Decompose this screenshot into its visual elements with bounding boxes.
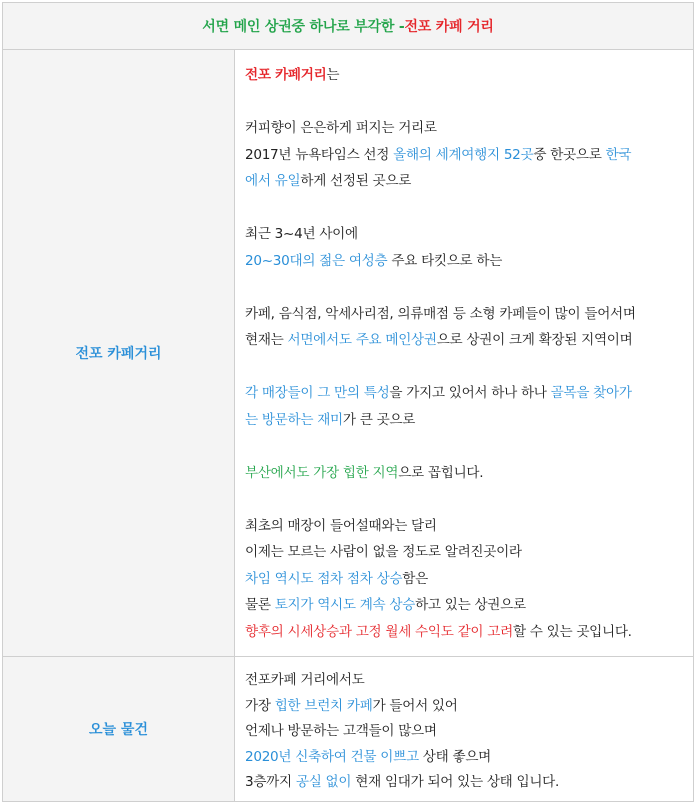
p4-line1-highlight: 각 매장들이 그 만의 특성 (245, 385, 390, 401)
today-line5-highlight: 공실 없이 (295, 774, 352, 790)
today-line2 (245, 694, 687, 720)
p3-line2 (245, 327, 687, 354)
p6-line1: 최초의 매장이 들어설때와는 달리 (245, 517, 437, 534)
p6-line5 (245, 619, 687, 646)
row-label-jeonpo: 전포 카페거리 (3, 50, 235, 656)
today-line2-a: 가장 (245, 697, 275, 714)
p3-line2-a: 현재는 (245, 332, 288, 348)
p6-line3 (245, 566, 687, 593)
p6-line4-highlight: 토지가 역시도 계속 상승 (274, 597, 416, 613)
p6-line3-b: 함은 (402, 570, 428, 587)
p4-line2-b: 가 큰 곳으로 (342, 411, 416, 428)
today-line4-b: 상태 좋으며 (418, 748, 491, 765)
today-line5-a: 3층까지 (245, 774, 296, 790)
row-label-today: 오늘 물건 (3, 657, 235, 801)
p3-line2-highlight: 서면에서도 주요 메인상권 (287, 332, 437, 348)
p1-line2-a: 2017년 뉴욕타임스 선정 (245, 146, 394, 163)
p1-line3-b: 하게 선정된 곳으로 (300, 173, 412, 189)
p4-line2-highlight: 는 방문하는 재미 (245, 411, 343, 428)
row-today-property (3, 657, 693, 801)
today-line4 (245, 745, 687, 771)
p6-line4-c: 하고 있는 상권으로 (415, 597, 526, 613)
p4-line1-highlight2: 골목을 찾아가 (550, 385, 632, 401)
p2-line2-highlight: 20~30대의 젊은 여성층 (245, 252, 388, 269)
p1-line2-highlight2: 한국 (605, 146, 632, 163)
p6-line4-a: 물론 (245, 597, 275, 613)
p5-line1 (245, 460, 687, 487)
intro-line (245, 62, 687, 89)
p3-line1: 카페, 음식점, 악세사리점, 의류매점 등 소형 카페들이 많이 들어서며 (245, 305, 636, 322)
today-line4-highlight: 2020년 신축하여 건물 이쁘고 (245, 748, 419, 765)
row-content-today (245, 668, 687, 796)
intro-name: 전포 카페거리 (245, 67, 327, 83)
p6-line4 (245, 592, 687, 619)
p2-line2 (245, 248, 687, 275)
p4-line1 (245, 380, 687, 407)
p5-b: 으로 꼽힙니다. (398, 464, 484, 481)
p6-line5-highlight: 향후의 시세상승과 고정 월세 수익도 같이 고려 (245, 623, 513, 640)
header-title-lead: 서면 메인 상권중 하나로 부각한 - (202, 19, 405, 35)
today-line2-c: 가 들어서 있어 (372, 697, 458, 714)
p1-line2-highlight: 올해의 세계여행지 52곳 (393, 146, 534, 163)
header-title-accent: 전포 카페 거리 (404, 19, 494, 35)
today-line5-c: 현재 임대가 되어 있는 상태 입니다. (351, 774, 560, 790)
p3-line2-c: 으로 상권이 크게 확장된 지역이며 (436, 332, 633, 348)
intro-suffix: 는 (326, 67, 340, 83)
today-line1: 전포카페 거리에서도 (245, 672, 365, 688)
p4-line1-b: 을 가지고 있어서 하나 하나 (389, 385, 551, 401)
today-line2-highlight: 힙한 브런치 카페 (274, 697, 373, 714)
p4-line2 (245, 407, 687, 434)
p1-line3 (245, 168, 687, 195)
table-header (3, 3, 693, 50)
p1-line2 (245, 142, 687, 169)
today-line3: 언제나 방문하는 고객들이 많으며 (245, 723, 437, 739)
p6-line5-b: 할 수 있는 곳입니다. (512, 623, 632, 640)
p1-line2-c: 중 한곳으로 (533, 146, 606, 163)
p5-highlight: 부산에서도 가장 힙한 지역 (245, 464, 399, 481)
p2-line2-b: 주요 타킷으로 하는 (387, 252, 503, 269)
row-content-jeonpo (245, 62, 687, 645)
p1-line1: 커피향이 은은하게 퍼지는 거리로 (245, 120, 437, 136)
p6-line3-highlight: 차임 역시도 점차 점차 상승 (245, 570, 403, 587)
p2-line1: 최근 3~4년 사이에 (245, 226, 358, 242)
today-line5 (245, 770, 687, 796)
info-table (2, 2, 694, 802)
row-jeonpo-cafe-street (3, 50, 693, 657)
p6-line2: 이제는 모르는 사람이 없을 정도로 알려진곳이라 (245, 544, 522, 560)
p1-line3-highlight: 에서 유일 (245, 173, 301, 189)
